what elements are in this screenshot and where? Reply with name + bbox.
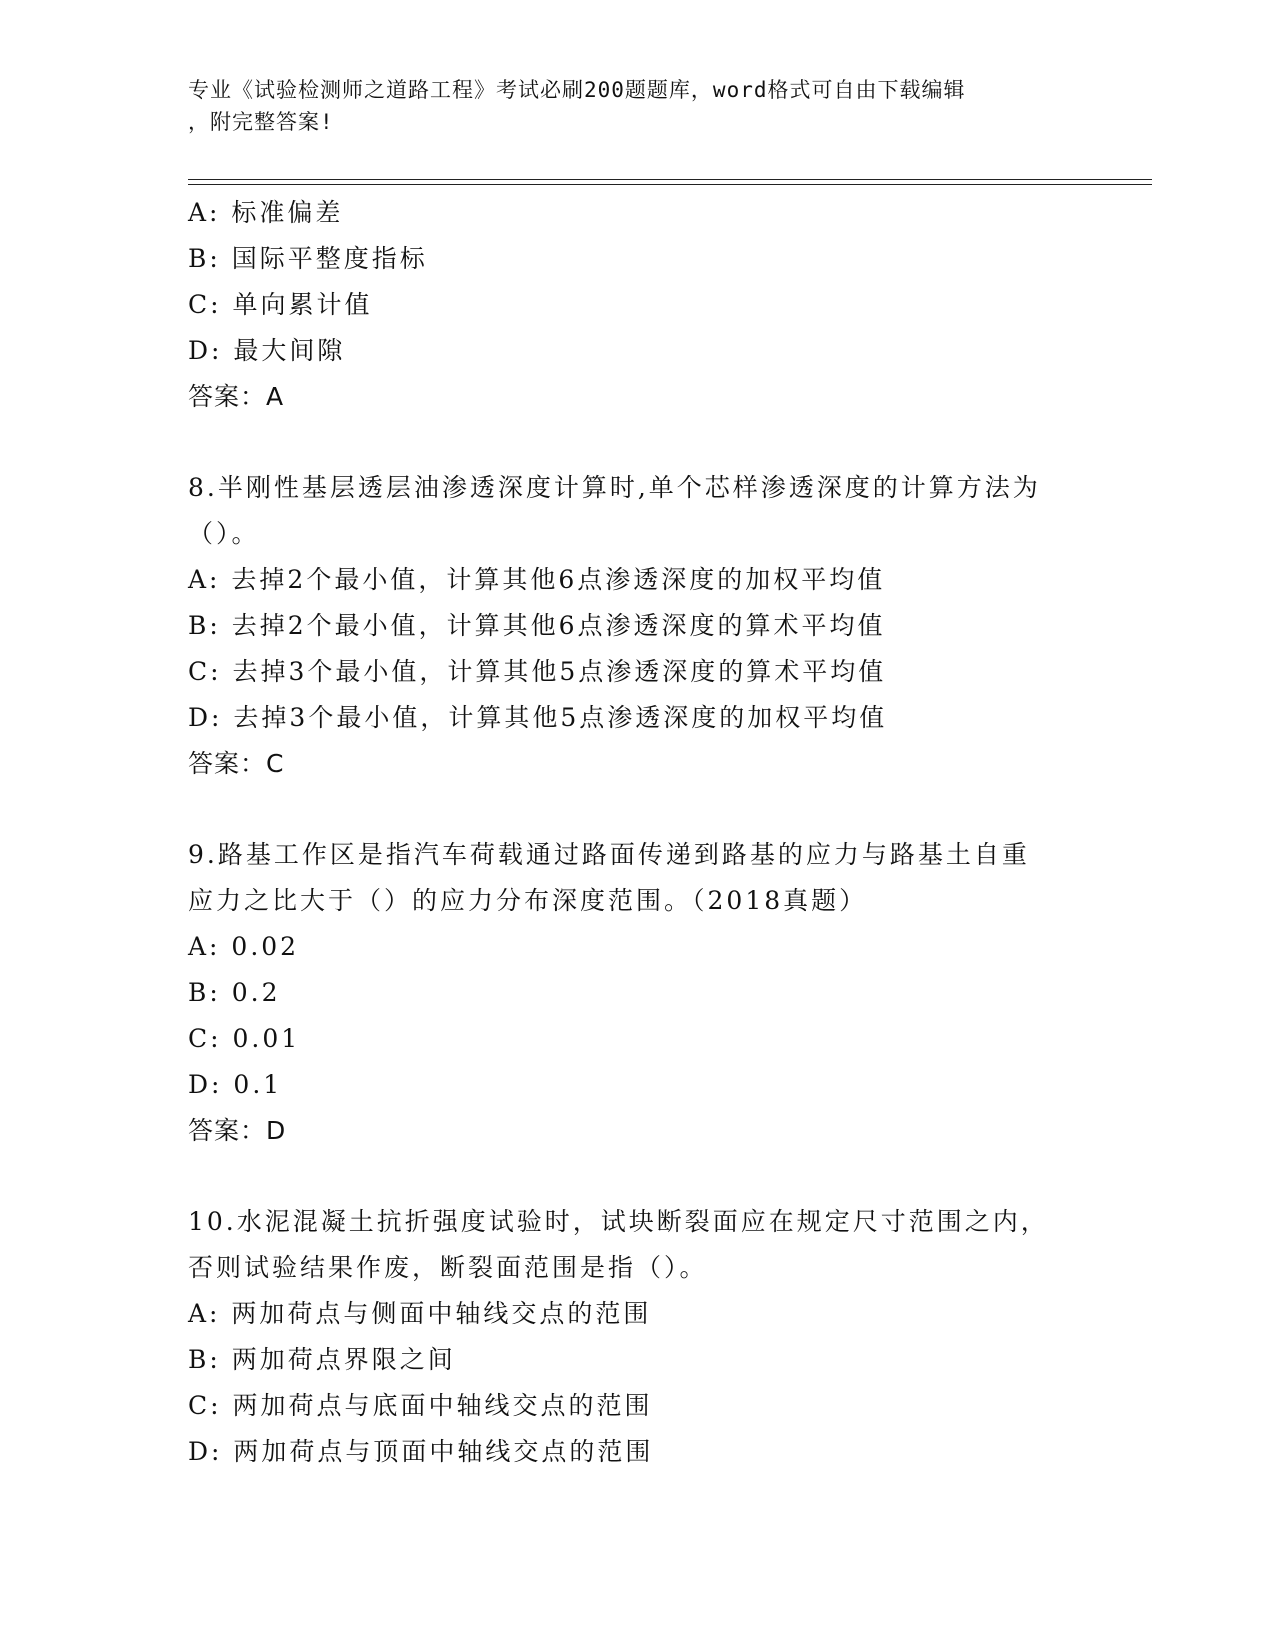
option-a: A: 去掉2个最小值，计算其他6点渗透深度的加权平均值 bbox=[188, 565, 886, 594]
option-b: B: 去掉2个最小值，计算其他6点渗透深度的算术平均值 bbox=[188, 611, 886, 640]
question-line: 10.水泥混凝土抗折强度试验时，试块断裂面应在规定尺寸范围之内， bbox=[188, 1207, 1049, 1236]
question-line: 9.路基工作区是指汽车荷载通过路面传递到路基的应力与路基土自重 bbox=[188, 840, 1030, 869]
option-c: C: 去掉3个最小值，计算其他5点渗透深度的算术平均值 bbox=[188, 657, 887, 686]
question-content bbox=[188, 190, 1088, 1475]
header-rule-bottom bbox=[188, 184, 1152, 185]
question-line: （）。 bbox=[188, 519, 260, 548]
question-line: 应力之比大于（）的应力分布深度范围。（2018真题） bbox=[188, 886, 868, 915]
option-d: D: 最大间隙 bbox=[188, 336, 346, 365]
option-d: D: 0.1 bbox=[188, 1070, 283, 1099]
option-c: C: 0.01 bbox=[188, 1024, 301, 1053]
answer-label: 答案：C bbox=[188, 749, 285, 778]
option-b: B: 0.2 bbox=[188, 978, 281, 1007]
answer-label: 答案：D bbox=[188, 1116, 287, 1145]
option-d: D: 去掉3个最小值，计算其他5点渗透深度的加权平均值 bbox=[188, 703, 888, 732]
option-a: A: 标准偏差 bbox=[188, 198, 344, 227]
header-line-1: 专业《试验检测师之道路工程》考试必刷200题题库，word格式可自由下载编辑 bbox=[188, 78, 966, 102]
option-a: A: 0.02 bbox=[188, 932, 300, 961]
question-line: 8.半刚性基层透层油渗透深度计算时,单个芯样渗透深度的计算方法为 bbox=[188, 473, 1041, 502]
option-b: B: 两加荷点界限之间 bbox=[188, 1345, 456, 1374]
question-line: 否则试验结果作废，断裂面范围是指（）。 bbox=[188, 1253, 708, 1282]
header-rule-top bbox=[188, 179, 1152, 180]
answer-label: 答案：A bbox=[188, 382, 285, 411]
question-text bbox=[188, 1199, 1088, 1291]
question-text bbox=[188, 832, 1088, 924]
option-c: C: 单向累计值 bbox=[188, 290, 373, 319]
option-b: B: 国际平整度指标 bbox=[188, 244, 428, 273]
option-d: D: 两加荷点与顶面中轴线交点的范围 bbox=[188, 1437, 654, 1466]
question-text bbox=[188, 465, 1088, 557]
option-a: A: 两加荷点与侧面中轴线交点的范围 bbox=[188, 1299, 652, 1328]
document-header bbox=[188, 74, 1088, 138]
option-c: C: 两加荷点与底面中轴线交点的范围 bbox=[188, 1391, 653, 1420]
header-line-2: ，附完整答案! bbox=[188, 110, 334, 134]
